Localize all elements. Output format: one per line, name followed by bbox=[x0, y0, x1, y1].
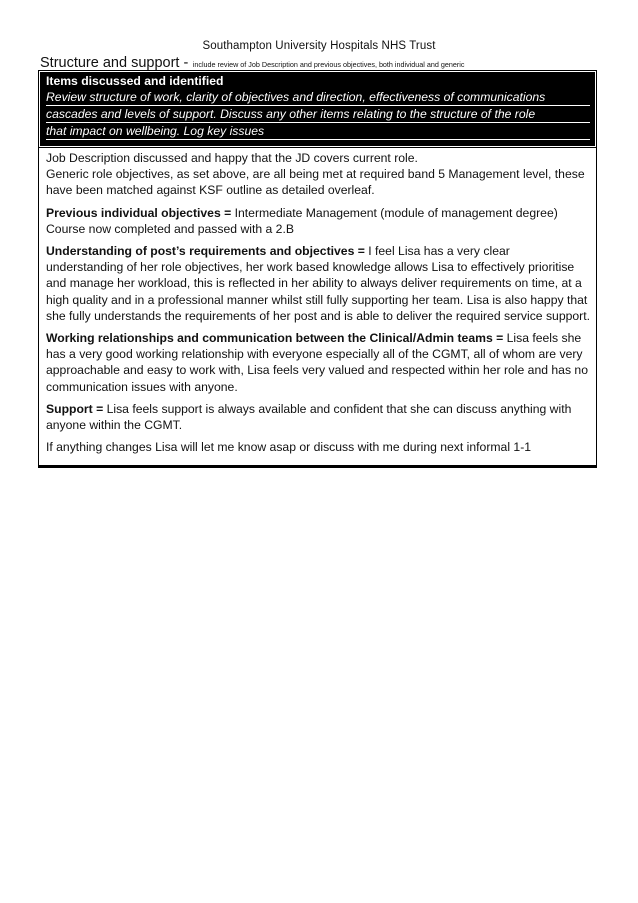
previous-objectives-label: Previous individual objectives = bbox=[46, 205, 232, 220]
items-header-title: Items discussed and identified bbox=[46, 74, 224, 88]
intro-line-1: Job Description discussed and happy that the JD covers current role. bbox=[46, 151, 418, 165]
support-text: Lisa feels support is always available and confident that she can discuss anything with anyone within the CGMT. bbox=[46, 401, 572, 433]
understanding-paragraph bbox=[46, 243, 590, 324]
support-paragraph bbox=[46, 401, 590, 433]
section-note: include review of Job Description and previous objectives, both individual and generic bbox=[192, 60, 465, 69]
working-relationships-text: Lisa feels she has a very good working relationship with everyone especially all of the CGMT, all of whom are very approachable and easy to work with, Lisa feels very valued and respected within her role and has no communication issues with anyone. bbox=[46, 331, 588, 394]
description-line: cascades and levels of support. Discuss any other items relating to the structure of the role bbox=[46, 106, 590, 123]
understanding-label: Understanding of post’s requirements and objectives = bbox=[46, 244, 365, 259]
previous-objectives-text: Intermediate Management (module of management degree) Course now completed and passed with a 2.B bbox=[46, 205, 558, 236]
intro-line-2: Generic role objectives, as set above, are all being met at required band 5 Management level, these have been matched against KSF outline as detailed overleaf. bbox=[46, 167, 585, 198]
previous-objectives-paragraph bbox=[46, 205, 590, 237]
items-header-description bbox=[46, 89, 590, 140]
understanding-text: I feel Lisa has a very clear understanding of her role objectives, her work based knowledge allows Lisa to effectively prioritise and manage her workload, this is reflected in her ability to always deliver requirements on time, at a high quality and in a professional manner whilst still fully supporting her team. Lisa is also happy that she fully understands the requirements of her post and is able to deliver the required service support. bbox=[46, 244, 591, 323]
description-line: Review structure of work, clarity of objectives and direction, effectiveness of communications bbox=[46, 89, 590, 106]
section-title: Structure and support - bbox=[40, 55, 189, 71]
bottom-border bbox=[39, 465, 596, 467]
working-relationships-paragraph bbox=[46, 330, 590, 395]
support-label: Support = bbox=[46, 401, 104, 416]
description-line: that impact on wellbeing. Log key issues bbox=[46, 123, 590, 140]
notes-content bbox=[39, 147, 596, 465]
intro-paragraph bbox=[46, 150, 590, 199]
closing-paragraph bbox=[46, 439, 590, 455]
organisation-header: Southampton University Hospitals NHS Trust bbox=[202, 40, 436, 52]
items-header-box bbox=[39, 71, 596, 147]
closing-text: If anything changes Lisa will let me know asap or discuss with me during next informal 1-1 bbox=[46, 440, 532, 455]
review-form-box bbox=[38, 70, 597, 468]
working-relationships-label: Working relationships and communication between the Clinical/Admin teams = bbox=[46, 331, 504, 346]
